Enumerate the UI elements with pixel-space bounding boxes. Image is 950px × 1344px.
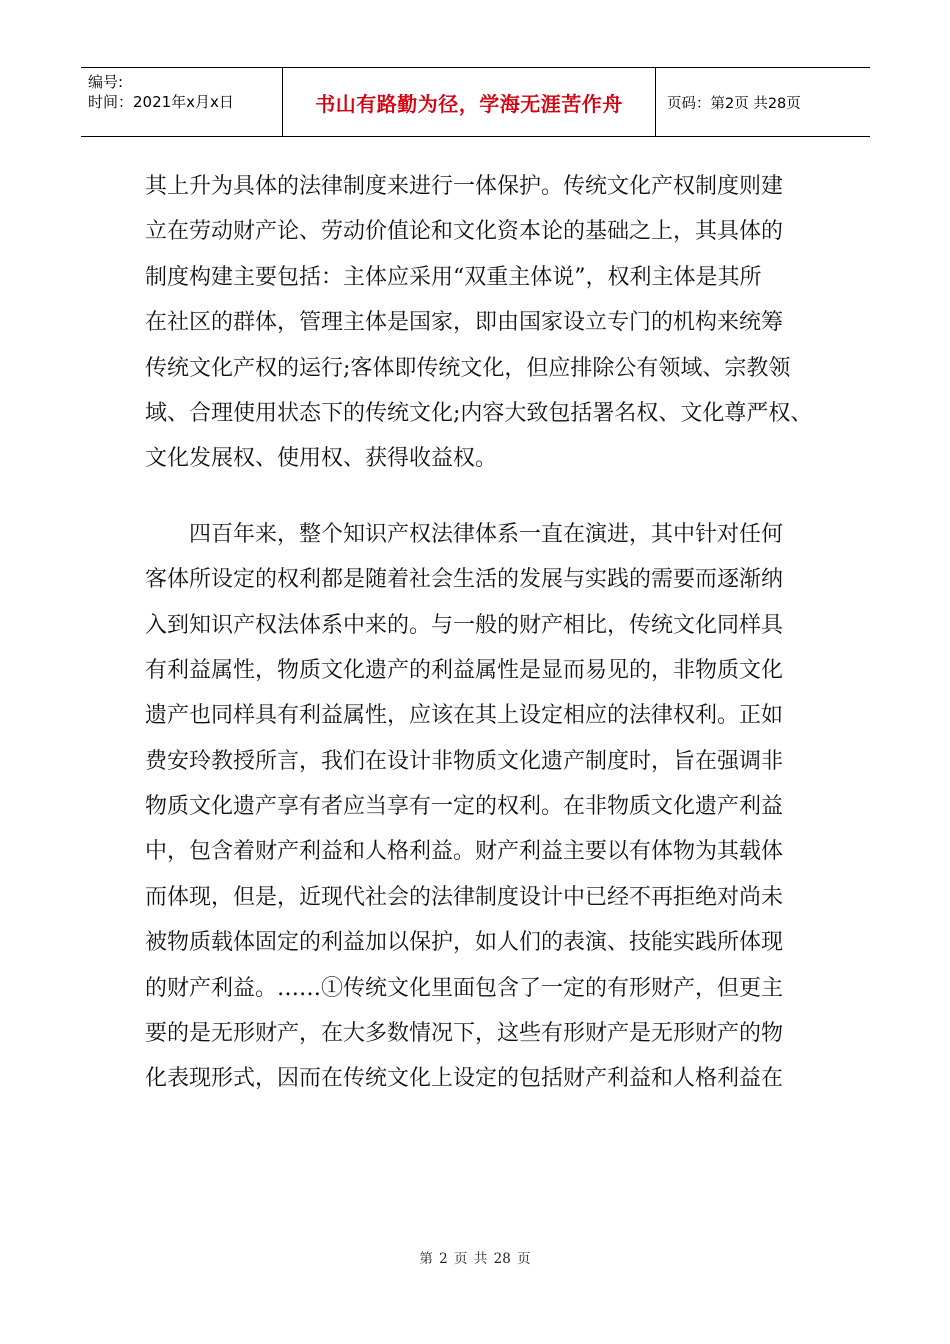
date-label: 时间：2021年x月x日 [88,93,234,111]
header-page-cell [656,68,870,136]
text-line: 域、合理使用状态下的传统文化;内容大致包括署名权、文化尊严权、 [145,400,813,426]
text-line: 而体现，但是，近现代社会的法律制度设计中已经不再拒绝对尚未 [145,884,784,910]
text-line: 客体所设定的权利都是随着社会生活的发展与实践的需要而逐渐纳 [145,567,784,593]
header-meta-cell [81,68,283,136]
document-header [81,67,870,137]
text-line: 制度构建主要包括：主体应采用“双重主体说”，权利主体是其所 [145,264,762,290]
text-line: 要的是无形财产，在大多数情况下，这些有形财产是无形财产的物 [145,1021,784,1047]
paragraph-gap [145,482,815,512]
page-footer [0,1247,950,1267]
text-line: 中，包含着财产利益和人格利益。财产利益主要以有体物为其载体 [145,839,784,865]
paragraph [145,164,815,482]
page-code: 页码：第2页 共28页 [667,95,801,112]
text-line: 有利益属性，物质文化遗产的利益属性是显而易见的，非物质文化 [145,657,784,683]
text-line: 物质文化遗产享有者应当享有一定的权利。在非物质文化遗产利益 [145,794,784,820]
number-label: 编号: [88,73,124,91]
footer-page-number: 第 2 页 共 28 页 [419,1251,531,1267]
text-line: 入到知识产权法体系中来的。与一般的财产相比，传统文化同样具 [145,612,784,638]
text-line: 费安玲教授所言，我们在设计非物质文化遗产制度时，旨在强调非 [145,748,784,774]
text-line: 传统文化产权的运行;客体即传统文化，但应排除公有领域、宗教领 [145,355,791,381]
header-motto-cell [283,68,656,136]
text-line: 文化发展权、使用权、获得收益权。 [145,446,498,472]
text-line: 遗产也同样具有利益属性，应该在其上设定相应的法律权利。正如 [145,703,784,729]
motto-text: 书山有路勤为径，学海无涯苦作舟 [315,91,623,116]
text-line: 其上升为具体的法律制度来进行一体保护。传统文化产权制度则建 [145,174,784,199]
text-line: 立在劳动财产论、劳动价值论和文化资本论的基础之上，其具体的 [145,219,784,245]
paragraph [145,512,815,1102]
text-line: 四百年来，整个知识产权法律体系一直在演进，其中针对任何 [189,521,784,547]
text-line: 在社区的群体，管理主体是国家，即由国家设立专门的机构来统筹 [145,310,784,336]
text-line: 被物质载体固定的利益加以保护，如人们的表演、技能实践所体现 [145,930,784,956]
text-line: 的财产利益。……①传统文化里面包含了一定的有形财产，但更主 [145,975,784,1001]
document-body [145,164,815,1102]
text-line: 化表现形式，因而在传统文化上设定的包括财产利益和人格利益在 [145,1066,784,1092]
